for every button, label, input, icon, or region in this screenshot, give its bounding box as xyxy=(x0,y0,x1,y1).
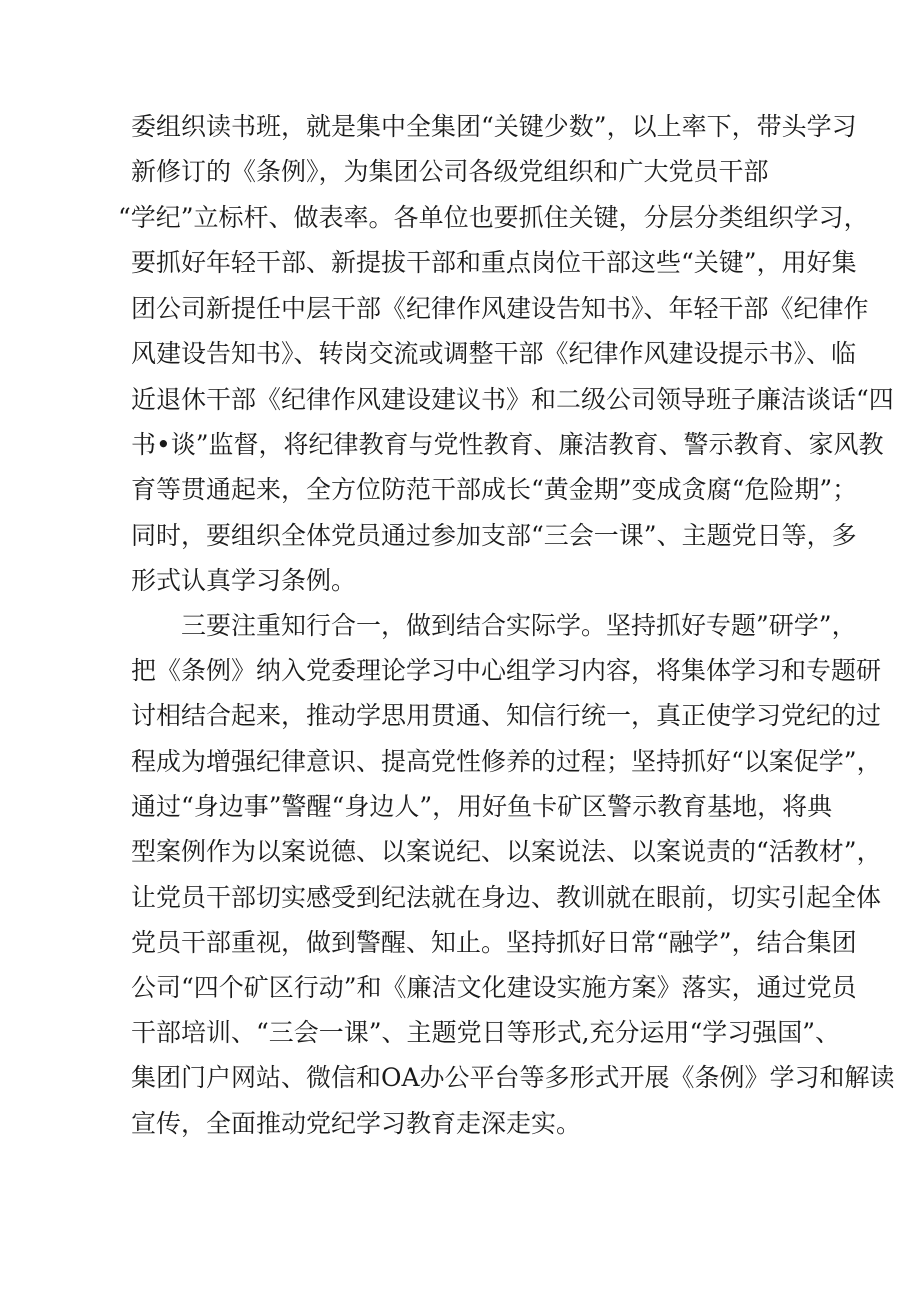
paragraph-2-line-12: 宣传，全面推动党纪学习教育走深走实。 xyxy=(131,1109,582,1138)
paragraph-2-line-11: 集团门户网站、微信和OA办公平台等多形式开展《条例》学习和解读 xyxy=(131,1063,895,1092)
paragraph-1-line-2: 新修订的《条例》，为集团公司各级党组织和广大党员干部 xyxy=(131,157,769,186)
paragraph-2-line-10: 干部培训、“三会一课”、主题党日等形式,充分运用“学习强国”、 xyxy=(131,1018,841,1047)
paragraph-1-line-1: 委组织读书班，就是集中全集团“关键少数”，以上率下，带头学习 xyxy=(131,112,857,141)
paragraph-1-line-3: “学纪”立标杆、做表率。各单位也要抓住关键，分层分类组织学习， xyxy=(118,203,869,232)
paragraph-1-line-9: 育等贯通起来，全方位防范干部成长“黄金期”变成贪腐“危险期”； xyxy=(131,475,858,504)
paragraph-1-line-11: 形式认真学习条例。 xyxy=(131,566,357,595)
paragraph-1-line-6: 风建设告知书》、转岗交流或调整干部《纪律作风建设提示书》、临 xyxy=(131,339,857,368)
paragraph-1-line-4: 要抓好年轻干部、新提拔干部和重点岗位干部这些“关键”，用好集 xyxy=(131,248,857,277)
paragraph-2-line-9: 公司“四个矿区行动”和《廉洁文化建设实施方案》落实，通过党员 xyxy=(131,973,857,1002)
paragraph-2-line-2: 把《条例》纳入党委理论学习中心组学习内容，将集体学习和专题研 xyxy=(131,656,882,685)
paragraph-2-line-5: 通过“身边事”警醒“身边人”，用好鱼卡矿区警示教育基地，将典 xyxy=(131,792,833,821)
paragraph-2-line-3: 讨相结合起来，推动学思用贯通、知信行统一，真正使学习党纪的过 xyxy=(131,701,882,730)
paragraph-2-line-8: 党员干部重视，做到警醒、知止。坚持抓好日常“融学”，结合集团 xyxy=(131,928,857,957)
paragraph-2-line-4: 程成为增强纪律意识、提高党性修养的过程；坚持抓好“以案促学”， xyxy=(131,747,882,776)
paragraph-1-line-8: 书•谈”监督，将纪律教育与党性教育、廉洁教育、警示教育、家风教 xyxy=(131,430,884,459)
paragraph-1-line-7: 近退休干部《纪律作风建设建议书》和二级公司领导班子廉洁谈话“四 xyxy=(131,385,894,414)
paragraph-1-line-5: 团公司新提任中层干部《纪律作风建设告知书》、年轻干部《纪律作 xyxy=(131,294,869,323)
paragraph-2-line-7: 让党员干部切实感受到纪法就在身边、教训就在眼前，切实引起全体 xyxy=(131,883,882,912)
paragraph-1-line-10: 同时，要组织全体党员通过参加支部“三会一课”、主题党日等，多 xyxy=(131,521,857,550)
paragraph-2-line-1: 三要注重知行合一，做到结合实际学。坚持抓好专题”研学”， xyxy=(181,611,857,640)
paragraph-2-line-6: 型案例作为以案说德、以案说纪、以案说法、以案说责的“活教材”， xyxy=(131,837,882,866)
